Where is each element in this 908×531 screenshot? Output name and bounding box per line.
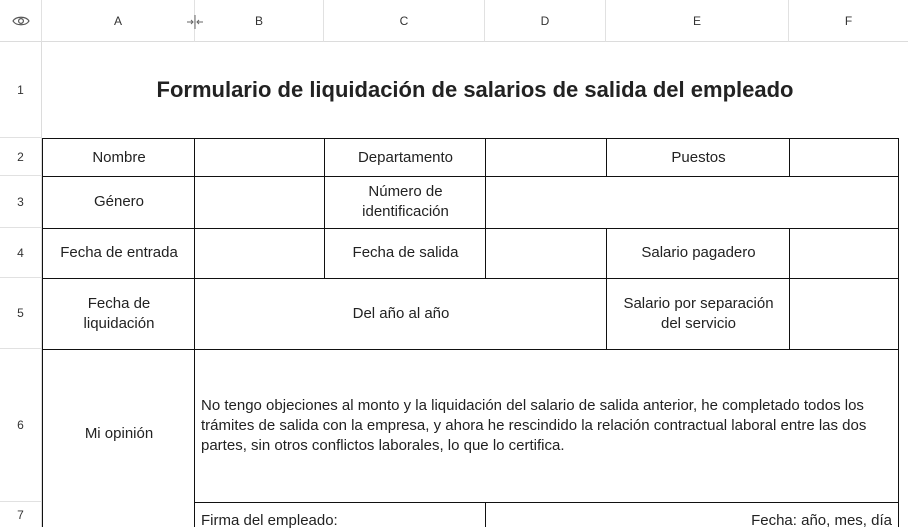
label-departamento: Departamento bbox=[324, 138, 486, 177]
row-header-7[interactable]: 7 bbox=[0, 502, 42, 527]
corner-header[interactable] bbox=[0, 0, 42, 42]
label-fecha-entrada: Fecha de entrada bbox=[42, 228, 195, 279]
column-header-d[interactable]: D bbox=[485, 0, 606, 42]
column-header-c[interactable]: C bbox=[324, 0, 485, 42]
row-header-4[interactable]: 4 bbox=[0, 228, 42, 278]
opinion-statement[interactable]: No tengo objeciones al monto y la liquidación del salario de salida anterior, he completado todos los trámites de salida con la empresa, y ahora he rescindido la relación contractual laboral entre las dos partes, sin otros conflictos laborales, lo que lo certifica. bbox=[194, 349, 899, 503]
label-del-anio-al-anio[interactable]: Del año al año bbox=[194, 278, 607, 350]
column-header-b[interactable]: B bbox=[195, 0, 324, 42]
page-title: Formulario de liquidación de salarios de salida del empleado bbox=[156, 77, 794, 102]
label-salario-pagadero: Salario pagadero bbox=[606, 228, 790, 279]
label-mi-opinion: Mi opinión bbox=[42, 349, 195, 527]
row-header-3[interactable]: 3 bbox=[0, 176, 42, 228]
input-fecha-salida[interactable] bbox=[485, 228, 607, 279]
input-departamento[interactable] bbox=[485, 138, 607, 177]
input-nombre[interactable] bbox=[194, 138, 325, 177]
eye-icon[interactable] bbox=[12, 15, 30, 27]
input-numero-identificacion[interactable] bbox=[485, 176, 899, 229]
column-header-a[interactable]: A bbox=[42, 0, 195, 42]
label-puestos: Puestos bbox=[606, 138, 790, 177]
input-fecha-entrada[interactable] bbox=[194, 228, 325, 279]
label-salario-separacion: Salario por separación del servicio bbox=[606, 278, 790, 350]
column-header-e[interactable]: E bbox=[606, 0, 789, 42]
label-numero-identificacion: Número de identificación bbox=[324, 176, 486, 229]
input-puestos[interactable] bbox=[789, 138, 899, 177]
input-genero[interactable] bbox=[194, 176, 325, 229]
column-resize-icon[interactable] bbox=[186, 15, 204, 29]
row-header-1[interactable]: 1 bbox=[0, 42, 42, 138]
date-field[interactable]: Fecha: año, mes, día bbox=[485, 502, 899, 527]
input-salario-pagadero[interactable] bbox=[789, 228, 899, 279]
column-header-f[interactable]: F bbox=[789, 0, 908, 42]
label-nombre: Nombre bbox=[42, 138, 195, 177]
row-header-5[interactable]: 5 bbox=[0, 278, 42, 349]
label-genero: Género bbox=[42, 176, 195, 229]
label-fecha-liquidacion: Fecha de liquidación bbox=[42, 278, 195, 350]
row-header-6[interactable]: 6 bbox=[0, 349, 42, 502]
input-salario-separacion[interactable] bbox=[789, 278, 899, 350]
row-header-2[interactable]: 2 bbox=[0, 138, 42, 176]
label-fecha-salida: Fecha de salida bbox=[324, 228, 486, 279]
signature-field[interactable]: Firma del empleado: bbox=[194, 502, 486, 527]
